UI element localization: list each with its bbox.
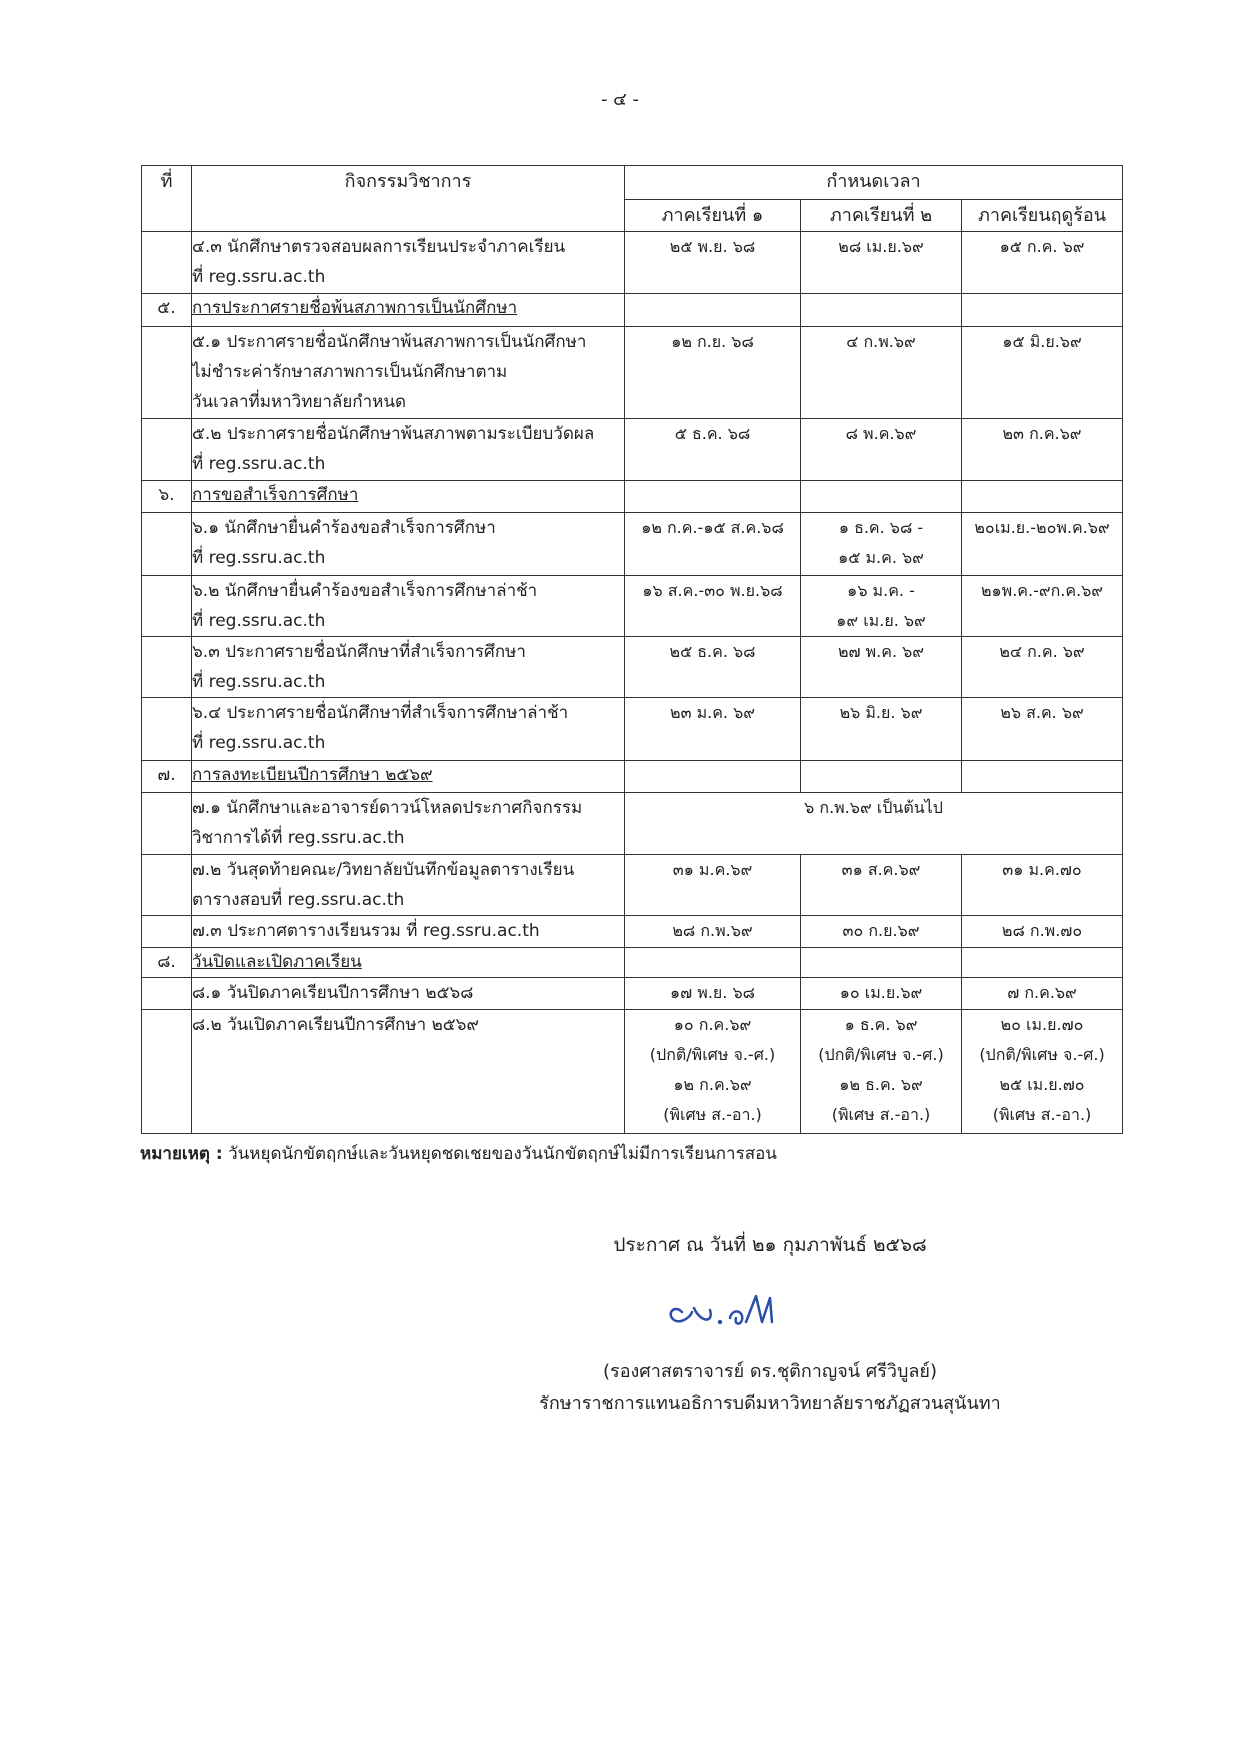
page-number: - ๔ - [600,89,640,110]
activity-text: ๖.๓ ประกาศรายชื่อนักศึกษาที่สำเร็จการศึกษา [192,642,526,662]
section-title: การลงทะเบียนปีการศึกษา ๒๕๖๙ [192,761,625,793]
header-activity: กิจกรรมวิชาการ [192,166,625,232]
table-row [142,419,1123,481]
activity-text: วิชาการได้ที่ reg.ssru.ac.th [192,828,405,848]
date-cell: ๒๔ ก.ค. ๖๙ [962,637,1123,698]
date-cell: ๑๐ เม.ย.๖๙ [801,978,962,1010]
table-row [142,327,1123,419]
date-cell: ๕ ธ.ค. ๖๘ [625,419,801,481]
date-cell: ๔ ก.พ.๖๙ [801,327,962,419]
table-row [142,637,1123,698]
date-line: (พิเศษ ส.-อา.) [831,1105,931,1124]
activity-text: ๖.๒ นักศึกษายื่นคำร้องขอสำเร็จการศึกษาล่าช้า [192,581,538,601]
activity-text: ๖.๔ ประกาศรายชื่อนักศึกษาที่สำเร็จการศึกษาล่าช้า [192,703,569,723]
date-cell: ๗ ก.ค.๖๙ [962,978,1123,1010]
header-no: ที่ [142,166,192,232]
section-title: การประกาศรายชื่อพ้นสภาพการเป็นนักศึกษา [192,294,625,327]
date-cell: ๑๕ ก.ค. ๖๙ [962,232,1123,294]
date-line: ๒๐ เม.ย.๗๐ [1000,1015,1084,1034]
header-schedule: กำหนดเวลา [625,166,1123,200]
section-row [142,948,1123,978]
table-row [142,698,1123,761]
section-number: ๗. [142,761,192,793]
activity-text: ๔.๓ นักศึกษาตรวจสอบผลการเรียนประจำภาคเรียน [192,237,566,257]
activity-text: ๕.๒ ประกาศรายชื่อนักศึกษาพ้นสภาพตามระเบียบวัดผล [192,424,595,444]
date-line: ๑๒ ธ.ค. ๖๙ [839,1075,923,1094]
date-cell: ๒๘ ก.พ.๖๙ [625,916,801,948]
date-cell: ๓๑ ม.ค.๗๐ [962,855,1123,916]
activity-text: ๘.๒ วันเปิดภาคเรียนปีการศึกษา ๒๕๖๙ [192,1010,625,1134]
date-cell: ๑๒ ก.ค.-๑๕ ส.ค.๖๘ [625,513,801,576]
date-cell: ๓๑ ม.ค.๖๙ [625,855,801,916]
table-row [142,513,1123,576]
academic-calendar-table [141,165,1123,1134]
date-cell: ๑๒ ก.ย. ๖๘ [625,327,801,419]
activity-text: ๕.๑ ประกาศรายชื่อนักศึกษาพ้นสภาพการเป็นนักศึกษา [192,332,587,352]
activity-text: ๗.๒ วันสุดท้ายคณะ/วิทยาลัยบันทึกข้อมูลตารางเรียน [192,860,575,880]
activity-text: ที่ reg.ssru.ac.th [192,733,326,753]
date-cell: ๒๕ ธ.ค. ๖๘ [625,637,801,698]
note-label: หมายเหตุ : [140,1144,223,1164]
activity-text: ๗.๑ นักศึกษาและอาจารย์ดาวน์โหลดประกาศกิจกรรม [192,798,583,818]
section-row [142,294,1123,327]
date-line: ๑ ธ.ค. ๖๘ - [838,518,924,537]
activity-text: ที่ reg.ssru.ac.th [192,454,326,474]
activity-text: ๗.๓ ประกาศตารางเรียนรวม ที่ reg.ssru.ac.th [192,916,625,948]
date-line: ๑๒ ก.ค.๖๙ [673,1075,752,1094]
date-line: (พิเศษ ส.-อา.) [992,1105,1092,1124]
date-cell: ๒๖ ส.ค. ๖๙ [962,698,1123,761]
date-cell: ๒๖ มิ.ย. ๖๙ [801,698,962,761]
table-row [142,576,1123,637]
section-number: ๕. [142,294,192,327]
date-line: (พิเศษ ส.-อา.) [663,1105,762,1124]
date-cell: ๑๕ มิ.ย.๖๙ [962,327,1123,419]
section-title: วันปิดและเปิดภาคเรียน [192,948,625,978]
activity-text: ที่ reg.ssru.ac.th [192,672,326,692]
footnote [140,1140,777,1167]
activity-text: ที่ reg.ssru.ac.th [192,267,326,287]
signer-name: (รองศาสตราจารย์ ดร.ชุติกาญจน์ ศรีวิบูลย์) [603,1361,937,1382]
activity-text: ๘.๑ วันปิดภาคเรียนปีการศึกษา ๒๕๖๘ [192,978,625,1010]
date-cell [625,1010,801,1134]
table-row [142,916,1123,948]
activity-text: ๖.๑ นักศึกษายื่นคำร้องขอสำเร็จการศึกษา [192,518,496,538]
date-cell: ๓๐ ก.ย.๖๙ [801,916,962,948]
date-cell: ๒๑พ.ค.-๙ก.ค.๖๙ [962,576,1123,637]
date-cell: ๑๖ ส.ค.-๓๐ พ.ย.๖๘ [625,576,801,637]
activity-text: ไม่ชำระค่ารักษาสภาพการเป็นนักศึกษาตาม [192,362,508,382]
date-cell: ๒๗ พ.ค. ๖๙ [801,637,962,698]
activity-text: ที่ reg.ssru.ac.th [192,548,326,568]
table-row [142,793,1123,855]
table-row [142,855,1123,916]
date-line: (ปกติ/พิเศษ จ.-ศ.) [649,1045,776,1064]
date-line: (ปกติ/พิเศษ จ.-ศ.) [818,1045,944,1064]
note-text: วันหยุดนักขัตฤกษ์และวันหยุดชดเชยของวันนักขัตฤกษ์ไม่มีการเรียนการสอน [228,1144,777,1164]
date-line: ๑ ธ.ค. ๖๙ [844,1015,918,1034]
date-line: ๑๖ ม.ค. - [847,581,915,600]
section-row [142,481,1123,513]
header-semester-2: ภาคเรียนที่ ๒ [801,200,962,232]
date-cell: ๒๕ พ.ย. ๖๘ [625,232,801,294]
header-summer: ภาคเรียนฤดูร้อน [962,200,1123,232]
table-row [142,1010,1123,1134]
date-cell: ๒๘ เม.ย.๖๙ [801,232,962,294]
date-cell: ๒๐เม.ย.-๒๐พ.ค.๖๙ [962,513,1123,576]
date-cell [801,1010,962,1134]
activity-text: ตารางสอบที่ reg.ssru.ac.th [192,890,405,910]
date-line: ๒๕ เม.ย.๗๐ [999,1075,1085,1094]
section-number: ๘. [142,948,192,978]
section-row [142,761,1123,793]
date-cell: ๘ พ.ค.๖๙ [801,419,962,481]
date-line: ๑๙ เม.ย. ๖๙ [836,611,926,630]
announcement-date: ประกาศ ณ วันที่ ๒๑ กุมภาพันธ์ ๒๕๖๘ [613,1234,927,1256]
date-cell [962,1010,1123,1134]
date-cell-merged: ๖ ก.พ.๖๙ เป็นต้นไป [625,793,1123,855]
date-cell [801,576,962,637]
activity-text: วันเวลาที่มหาวิทยาลัยกำหนด [192,392,406,412]
date-line: ๑๕ ม.ค. ๖๙ [838,548,924,567]
table-row [142,978,1123,1010]
section-number: ๖. [142,481,192,513]
table-row [142,232,1123,294]
section-title: การขอสำเร็จการศึกษา [192,481,625,513]
activity-text: ที่ reg.ssru.ac.th [192,611,326,631]
header-semester-1: ภาคเรียนที่ ๑ [625,200,801,232]
date-cell: ๓๑ ส.ค.๖๙ [801,855,962,916]
date-line: ๑๐ ก.ค.๖๙ [673,1015,752,1034]
date-cell: ๒๘ ก.พ.๗๐ [962,916,1123,948]
date-cell: ๒๓ ก.ค.๖๙ [962,419,1123,481]
date-cell: ๑๗ พ.ย. ๖๘ [625,978,801,1010]
date-cell [801,513,962,576]
signature-image [660,1282,820,1332]
date-line: (ปกติ/พิเศษ จ.-ศ.) [979,1045,1105,1064]
signer-title: รักษาราชการแทนอธิการบดีมหาวิทยาลัยราชภัฏสวนสุนันทา [539,1393,1001,1414]
date-cell: ๒๓ ม.ค. ๖๙ [625,698,801,761]
